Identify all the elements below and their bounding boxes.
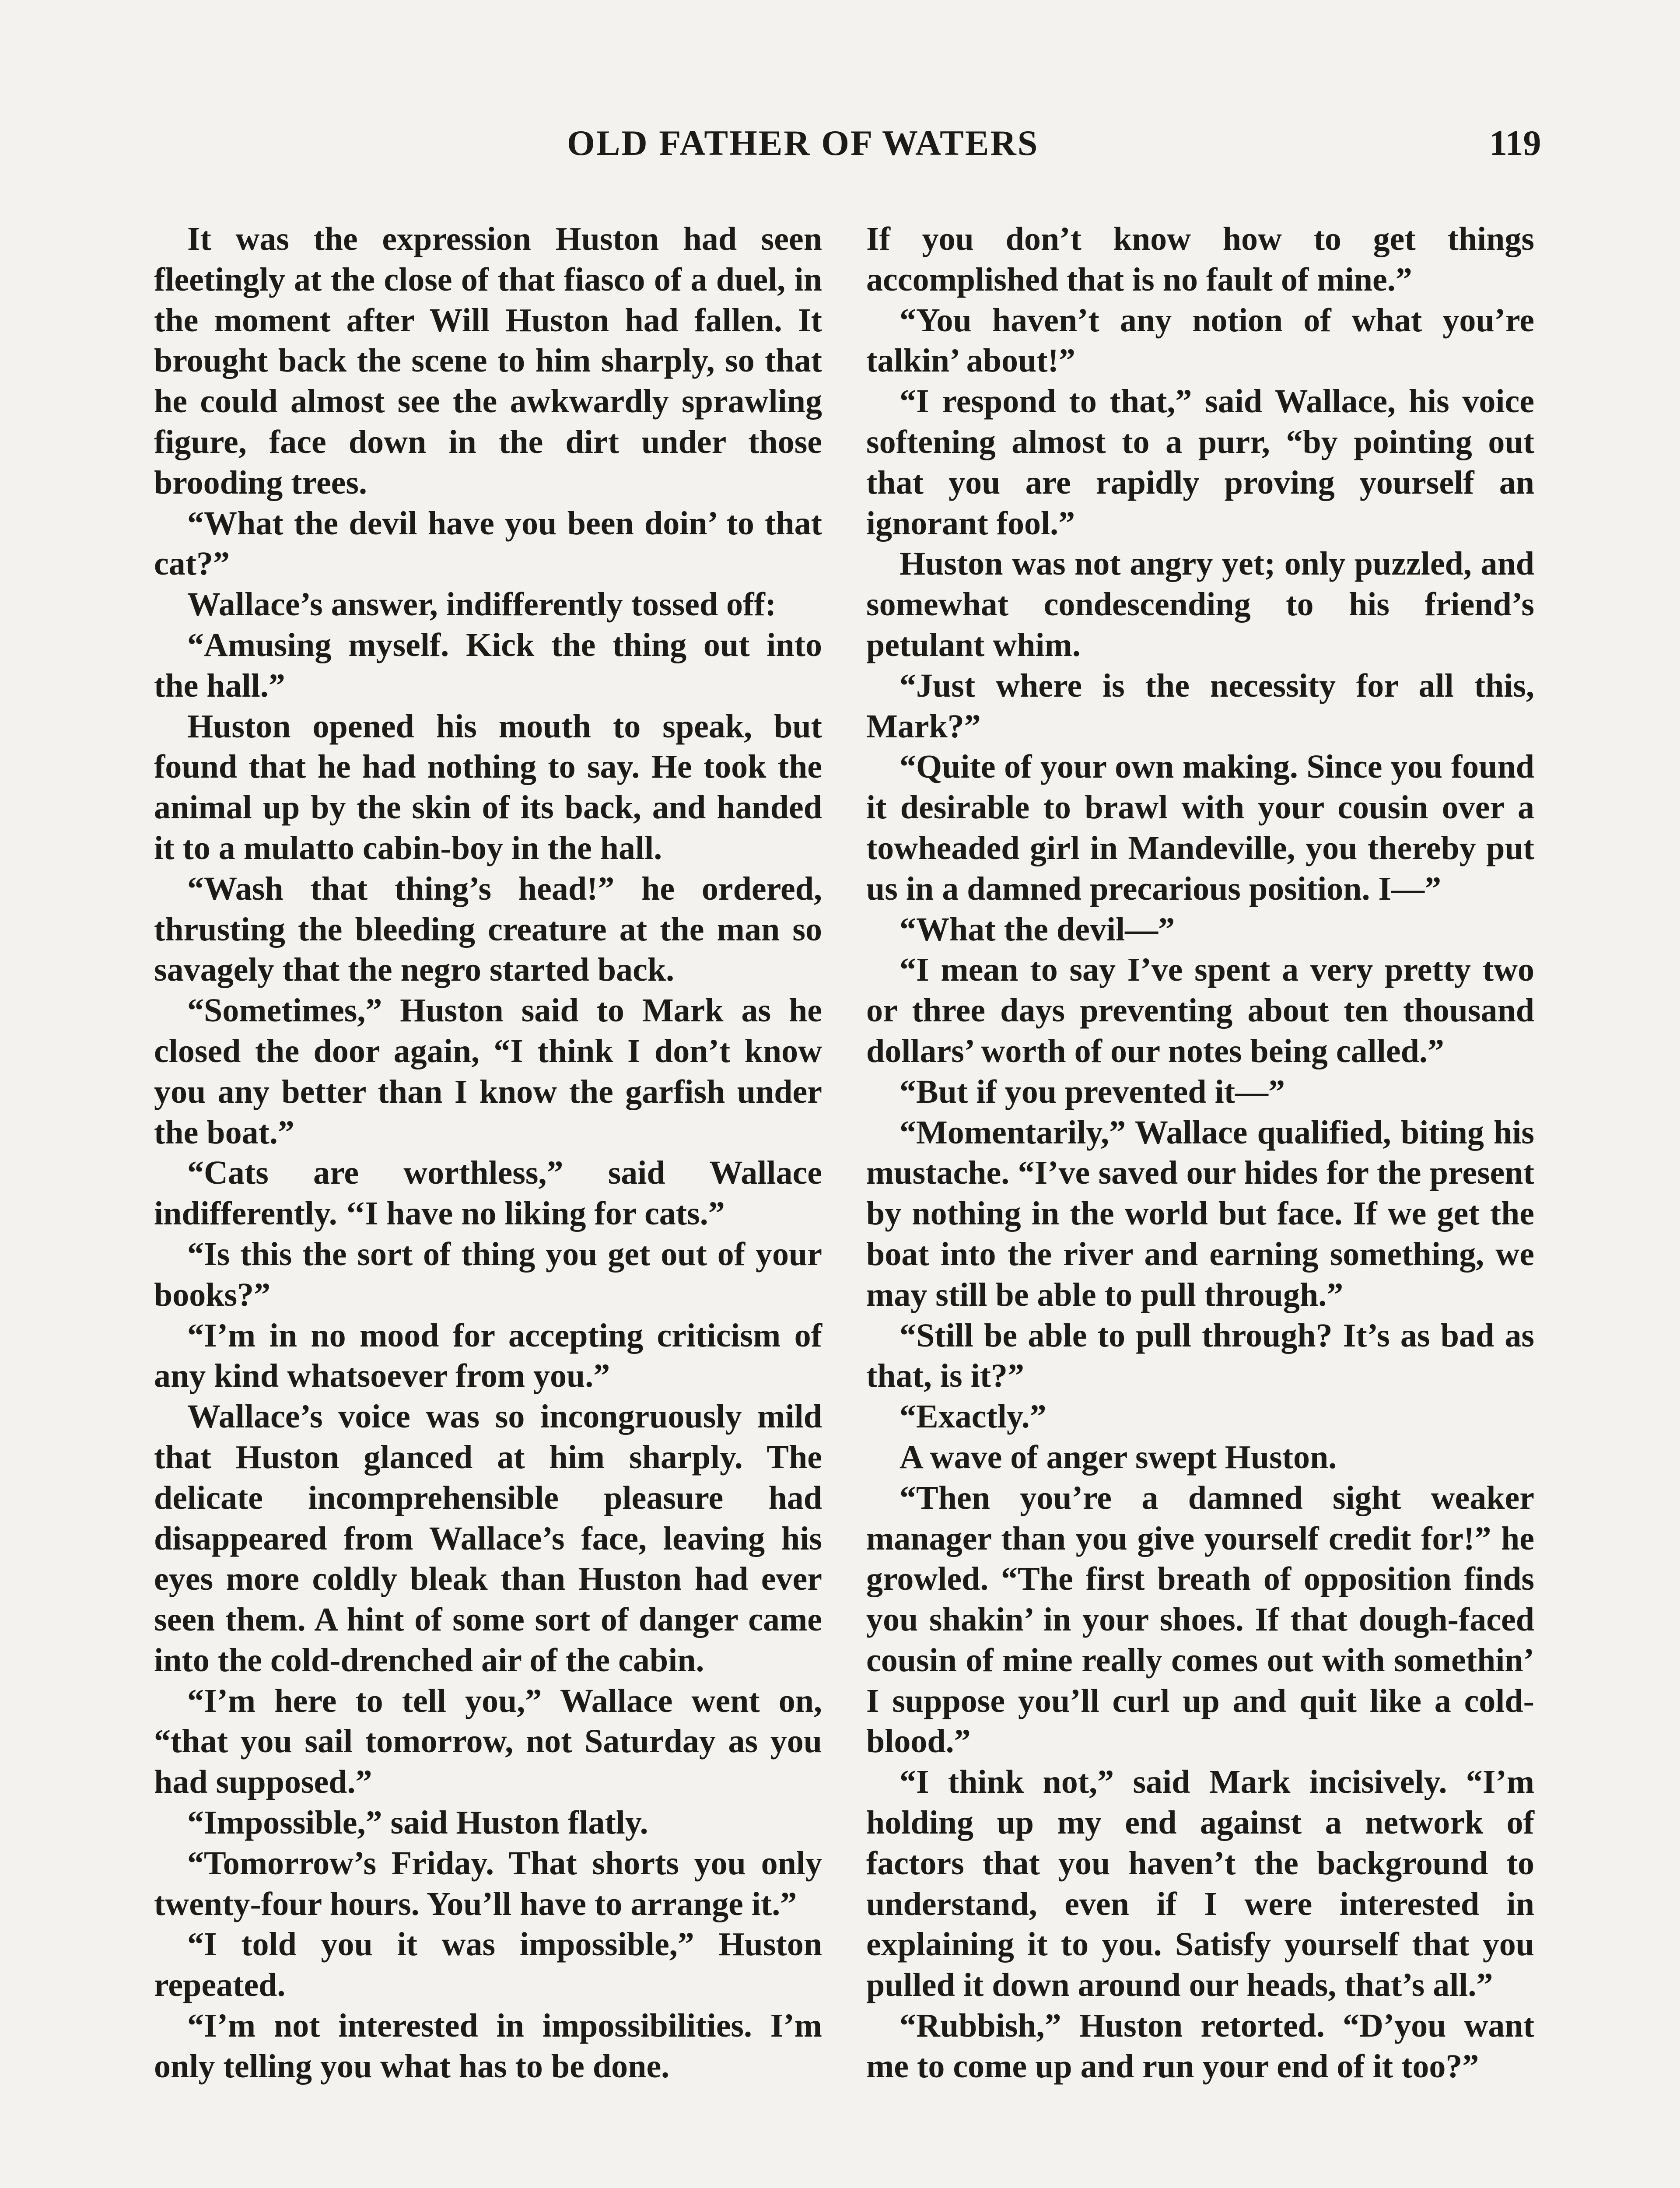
paragraph: “I’m in no mood for accepting criticism of any kind whatsoever from you.”: [154, 1317, 822, 1395]
paragraph: Wallace’s answer, indifferently tossed off:: [187, 586, 777, 623]
page-number: 119: [1489, 123, 1541, 163]
paragraph: “I’m here to tell you,” Wallace went on, “that you sail tomorrow, not Saturday as you had supposed.”: [154, 1682, 822, 1801]
paragraph: “I’m not interested in impossibilities. I’m only telling you what has to be done.: [154, 2007, 822, 2085]
paragraph: Huston opened his mouth to speak, but found that he had nothing to say. He took the animal up by the skin of its back, and handed it to a mulatto cabin-boy in the hall.: [154, 708, 822, 866]
paragraph: “Cats are worthless,” said Wallace indifferently. ‘‘I have no liking for cats.”: [154, 1154, 822, 1232]
paragraph: It was the expression Huston had seen fleetingly at the close of that fiasco of a duel, in the moment after Will Huston had fallen. It brought back the scene to him sharply, so that he could almost see the awkwardly sprawling figure, face down in the dirt under those brooding trees.: [154, 221, 822, 501]
paragraph: Huston was not angry yet; only puzzled, and somewhat condescending to his friend’s petulant whim.: [866, 545, 1534, 663]
paragraph: “Then you’re a damned sight weaker manager than you give yourself credit for!” he growled. “The first breath of opposition finds you shakin’ in your shoes. If that dough-faced cousin of mine really comes out with somethin’ I suppose you’ll curl up and quit like a cold-blood.”: [866, 1479, 1534, 1760]
paragraph: “What the devil have you been doin’ to that cat?”: [154, 505, 822, 582]
paragraph: “Quite of your own making. Since you found it desirable to brawl with your cousin over a towheaded girl in Mandeville, you thereby put us in a damned precarious position. I—”: [866, 748, 1534, 907]
paragraph: “I told you it was impossible,” Huston repeated.: [154, 1926, 822, 2004]
paragraph: “Impossible,” said Huston flatly.: [187, 1804, 648, 1841]
paragraph: “But if you prevented it—”: [900, 1073, 1285, 1110]
paragraph: “What the devil—”: [900, 911, 1175, 948]
paragraph: “Amusing myself. Kick the thing out into the hall.”: [154, 626, 822, 704]
paragraph: “Momentarily,” Wallace qualified, biting his mustache. “I’ve saved our hides for the present by nothing in the world but face. If we get the boat into the river and earning something, we may still be able to pull through.”: [866, 1114, 1534, 1313]
paragraph: “You haven’t any notion of what you’re talkin’ about!”: [866, 302, 1534, 379]
paragraph-continuation: If you don’t know how to get things accomplished that is no fault of mine.”: [866, 221, 1534, 298]
paragraph: Wallace’s voice was so incongruously mild that Huston glanced at him sharply. The delicate incomprehensible pleasure had disappeared from Wallace’s face, leaving his eyes more coldly bleak than Huston had ever seen them. A hint of some sort of danger came into the cold-drenched air of the cabin.: [154, 1398, 822, 1679]
paragraph: “Sometimes,” Huston said to Mark as he closed the door again, “I think I don’t know you any better than I know the garfish under the boat.”: [154, 992, 822, 1151]
paragraph: “Still be able to pull through? It’s as bad as that, is it?”: [866, 1317, 1534, 1395]
paragraph: “Exactly.”: [900, 1398, 1046, 1435]
left-column: [154, 219, 822, 2087]
paragraph: “I think not,” said Mark incisively. “I’m holding up my end against a network of factors that you haven’t the background to understand, even if I were interested in explaining it to you. Satisfy yourself that you pulled it down around our heads, that’s all.”: [866, 1764, 1534, 2004]
paragraph: “Is this the sort of thing you get out of your books?”: [154, 1235, 822, 1313]
paragraph: “I respond to that,” said Wallace, his voice softening almost to a purr, “by pointing out that you are rapidly proving yourself an ignorant fool.”: [866, 383, 1534, 542]
paragraph: “Rubbish,” Huston retorted. “D’you want me to come up and run your end of it too?”: [866, 2007, 1534, 2085]
paragraph: “I mean to say I’ve spent a very pretty two or three days preventing about ten thousand dollars’ worth of our notes being called.”: [866, 951, 1534, 1069]
running-head: OLD FATHER OF WATERS: [567, 123, 1039, 163]
paragraph: “Wash that thing’s head!” he ordered, thrusting the bleeding creature at the man so savagely that the negro started back.: [154, 870, 822, 989]
right-column: [866, 219, 1534, 2087]
paragraph: A wave of anger swept Huston.: [900, 1438, 1337, 1476]
paragraph: “Just where is the necessity for all this, Mark?”: [866, 667, 1534, 745]
paragraph: “Tomorrow’s Friday. That shorts you only twenty-four hours. You’ll have to arrange it.”: [154, 1844, 822, 1922]
